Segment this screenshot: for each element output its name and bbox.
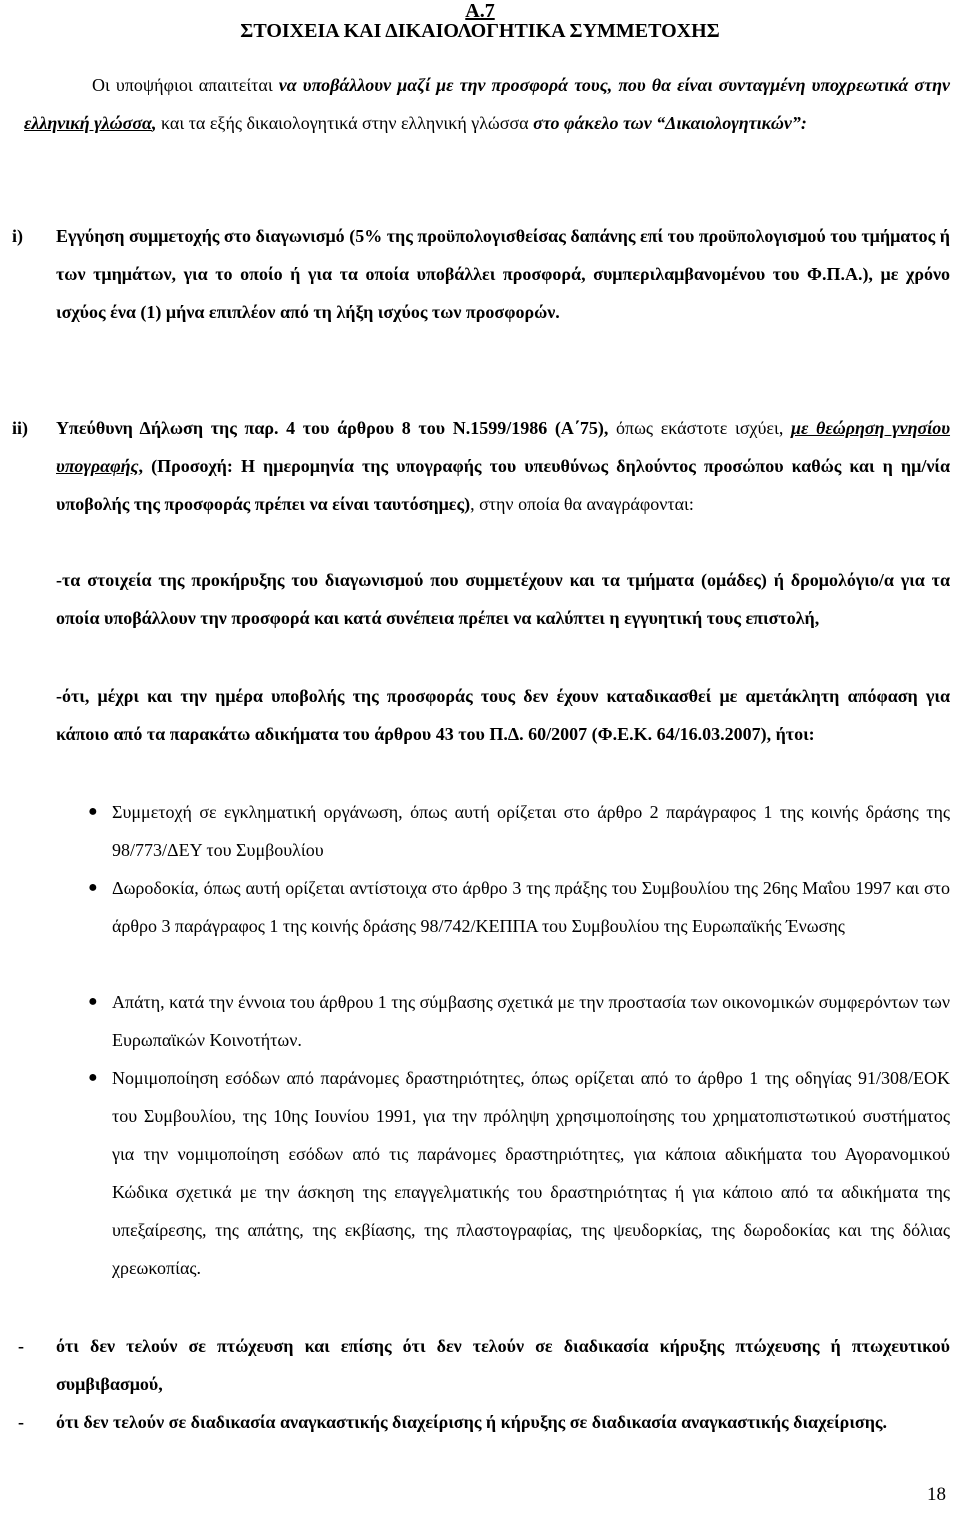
bullet-item: Απάτη, κατά την έννοια του άρθρου 1 της σύμβασης σχετικά με την προστασία των οικονομικών συμφερόντων των Ευρωπαϊκών Κοινοτήτων. — [112, 992, 950, 1050]
page-number: 18 — [927, 1484, 946, 1505]
item-ii-label: ii) — [12, 418, 28, 438]
section-number: A.7 — [465, 0, 495, 22]
dash-marker: - — [18, 1336, 24, 1356]
item-i-label: i) — [12, 226, 23, 246]
bullet-icon: ● — [88, 993, 98, 1010]
ii-line-tender-details: -τα στοιχεία της προκήρυξης του διαγωνισμού που συμμετέχουν και τα τμήματα (ομάδες) ή δρομολόγιο/α για τα οποία υποβάλλουν την προσφορά και κατά συνέπεια πρέπει να καλύπτει η εγγυητική τους επιστολή, — [56, 570, 950, 628]
dash-item-bankruptcy: ότι δεν τελούν σε πτώχευση και επίσης ότι δεν τελούν σε διαδικασία κήρυξης πτώχευσης ή πτωχευτικού συμβιβασμού, — [56, 1336, 950, 1394]
bullet-icon: ● — [88, 803, 98, 820]
bullet-item: Συμμετοχή σε εγκληματική οργάνωση, όπως αυτή ορίζεται στο άρθρο 2 παράγραφος 1 της κοινής δράσης της 98/773/ΔΕΥ του Συμβουλίου — [112, 802, 950, 860]
bullet-item: Δωροδοκία, όπως αυτή ορίζεται αντίστοιχα στο άρθρο 3 της πράξης του Συμβουλίου της 26ης Μαΐου 1997 και στο άρθρο 3 παράγραφος 1 της κοινής δράσης 98/742/ΚΕΠΠΑ του Συμβουλίου της Ευρωπαϊκής Ένωσης — [112, 878, 950, 936]
dash-marker: - — [18, 1412, 24, 1432]
dash-item-compulsory-administration: ότι δεν τελούν σε διαδικασία αναγκαστικής διαχείρισης ή κήρυξης σε διαδικασία αναγκαστικής διαχείρισης. — [56, 1412, 888, 1432]
intro-paragraph: Οι υποψήφιοι απαιτείται να υποβάλλουν μαζί με την προσφορά τους, που θα είναι συνταγμένη υποχρεωτικά στην ελληνική γλώσσα, και τα εξής δικαιολογητικά στην ελληνική γλώσσα στο φάκελο των “Δικαιολογητικών”: — [24, 75, 950, 133]
item-i-text: Εγγύηση συμμετοχής στο διαγωνισμό (5% της προϋπολογισθείσας δαπάνης επί του προϋπολογισμού του τμήματος ή των τμημάτων, για το οποίο ή για τα οποία υποβάλλει προσφορά, συμπεριλαμβανομένου του Φ.Π.Α.), με χρόνο ισχύος ένα (1) μήνα επιπλέον από τη λήξη ισχύος των προσφορών. — [56, 226, 950, 322]
bullet-icon: ● — [88, 1069, 98, 1086]
item-ii-text: Υπεύθυνη Δήλωση της παρ. 4 του άρθρου 8 του Ν.1599/1986 (Α΄75), όπως εκάστοτε ισχύει, με θεώρηση γνησίου υπογραφής, (Προσοχή: Η ημερομηνία της υπογραφής του υπευθύνως δηλούντος προσώπου καθώς και η ημ/νία υποβολής της προσφοράς πρέπει να είναι ταυτόσημες), στην οποία θα αναγράφονται: — [56, 418, 951, 514]
ii-line-no-conviction: -ότι, μέχρι και την ημέρα υποβολής της προσφοράς τους δεν έχουν καταδικασθεί με αμετάκλητη απόφαση για κάποιο από τα παρακάτω αδικήματα του άρθρου 43 του Π.Δ. 60/2007 (Φ.Ε.Κ. 64/16.03.2007), ήτοι: — [56, 686, 950, 744]
bullet-item: Νομιμοποίηση εσόδων από παράνομες δραστηριότητες, όπως ορίζεται από το άρθρο 1 της οδηγίας 91/308/ΕΟΚ του Συμβουλίου, της 10ης Ιουνίου 1991, για την πρόληψη χρησιμοποίησης του χρηματοπιστωτικού συστήματος για την νομιμοποίηση εσόδων από τις παράνομες δραστηριότητες, για κάποια αδικήματα του Αγορανομικού Κώδικα σχετικά με την άσκηση της επαγγελματικής του δραστηριότητας ή για κάποιο από τα αδικήματα της υπεξαίρεσης, της απάτης, της εκβίασης, της πλαστογραφίας, της ψευδορκίας, της δωροδοκίας και της δόλιας χρεωκοπίας. — [112, 1068, 950, 1278]
bullet-icon: ● — [88, 879, 98, 896]
section-title: ΣΤΟΙΧΕΙΑ ΚΑΙ ΔΙΚΑΙΟΛΟΓΗΤΙΚΑ ΣΥΜΜΕΤΟΧΗΣ — [240, 20, 720, 42]
